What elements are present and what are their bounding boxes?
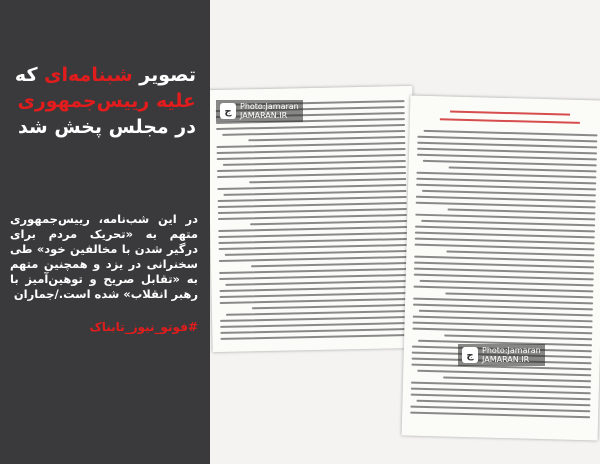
document-text-line bbox=[220, 322, 409, 328]
document-text-line bbox=[445, 292, 593, 298]
document-text-line bbox=[410, 406, 590, 413]
document-text-line bbox=[413, 298, 593, 305]
document-text-line bbox=[417, 370, 591, 377]
body-text: در این شب‌نامه، رییس‌جمهوری متهم به «تحریک مردم برای درگیر شدن با مخالفین خود» طی سخنرانی در یزد و همچنین متهم به «تقابل صریح و توهین‌آمیز با رهبر انقلاب» شده است./جماران bbox=[10, 212, 198, 301]
document-text-line bbox=[217, 184, 406, 190]
document-text-line bbox=[417, 136, 597, 143]
headline-part-2: که bbox=[14, 64, 45, 86]
document-text-line bbox=[249, 178, 406, 183]
document-text-line bbox=[410, 412, 590, 419]
document-text-line bbox=[419, 310, 593, 317]
watermark-line-1: Photo:Jamaran bbox=[240, 102, 299, 111]
document-text-line bbox=[416, 178, 596, 185]
document-text-line bbox=[220, 316, 409, 322]
headline bbox=[12, 62, 196, 140]
document-text-line bbox=[415, 244, 595, 251]
document-text-line bbox=[220, 298, 409, 304]
document-text-line bbox=[218, 202, 407, 208]
document-text-line bbox=[422, 190, 596, 197]
watermark bbox=[458, 344, 545, 366]
document-text-line bbox=[413, 316, 593, 323]
document-text-line bbox=[219, 286, 408, 292]
document-text-line bbox=[417, 154, 597, 161]
document-text-line bbox=[412, 328, 592, 335]
document-text-line bbox=[417, 142, 597, 149]
document-text-line bbox=[218, 214, 407, 220]
document-page-left bbox=[210, 86, 418, 352]
document-text-line bbox=[415, 214, 595, 221]
text-panel bbox=[0, 0, 210, 464]
document-text-line bbox=[423, 160, 597, 167]
document-text-line bbox=[218, 232, 407, 238]
document-text-line bbox=[219, 268, 408, 274]
headline-highlight-1: شبنامه‌ای bbox=[44, 64, 133, 86]
document-text-lines bbox=[402, 129, 600, 422]
document-text-line bbox=[416, 172, 596, 179]
document-text-line bbox=[248, 136, 405, 141]
document-text-line bbox=[226, 310, 409, 316]
document-text-line bbox=[416, 400, 590, 407]
headline-highlight-2: علیه رییس‌جمهوری bbox=[17, 90, 196, 112]
document-text-line bbox=[413, 304, 593, 311]
document-text-line bbox=[414, 262, 594, 269]
document-text-line bbox=[218, 238, 407, 244]
watermark-line-2: JAMARAN.IR bbox=[240, 111, 288, 120]
document-text-line bbox=[220, 328, 409, 334]
document-text-line bbox=[216, 124, 405, 130]
hashtag[interactable]: #فوتو_نیوز_تابناک bbox=[89, 320, 198, 334]
document-text-line bbox=[219, 274, 408, 280]
document-text-line bbox=[414, 274, 594, 281]
document-text-line bbox=[414, 268, 594, 275]
document-text-line bbox=[220, 334, 409, 340]
headline-part-1: تصویر bbox=[132, 64, 196, 86]
document-text-line bbox=[415, 226, 595, 233]
document-text-line bbox=[444, 334, 592, 340]
document-subheader-line bbox=[440, 118, 580, 124]
document-text-line bbox=[416, 196, 596, 203]
document-text-line bbox=[416, 202, 596, 209]
document-page-right bbox=[402, 95, 600, 440]
document-text-line bbox=[218, 226, 407, 232]
document-text-line bbox=[413, 286, 593, 293]
jamaran-logo-icon: ج bbox=[220, 103, 236, 119]
document-header-line bbox=[450, 111, 570, 116]
document-text-line bbox=[421, 220, 595, 227]
document-text-line bbox=[424, 130, 598, 137]
document-text-line bbox=[217, 154, 406, 160]
document-text-line bbox=[219, 256, 408, 262]
document-text-line bbox=[225, 280, 408, 286]
document-photo bbox=[210, 0, 600, 464]
document-text-line bbox=[413, 322, 593, 329]
document-text-line bbox=[222, 130, 405, 136]
document-text-line bbox=[217, 148, 406, 154]
document-text-line bbox=[225, 250, 408, 256]
document-text-line bbox=[411, 382, 591, 389]
document-text-line bbox=[223, 190, 406, 196]
document-text-line bbox=[218, 196, 407, 202]
document-text-line bbox=[416, 184, 596, 191]
document-text-line bbox=[417, 148, 597, 155]
document-text-line bbox=[223, 160, 406, 166]
document-text-line bbox=[420, 280, 594, 287]
document-text-lines bbox=[210, 100, 418, 344]
watermark-line-1: Photo:Jamaran bbox=[482, 346, 541, 355]
document-text-line bbox=[217, 172, 406, 178]
headline-part-3: در مجلس پخش شد bbox=[18, 116, 196, 138]
document-text-line bbox=[217, 166, 406, 172]
document-text-line bbox=[411, 394, 591, 401]
document-text-line bbox=[447, 209, 595, 215]
document-text-line bbox=[449, 167, 597, 173]
document-text-line bbox=[250, 220, 407, 225]
document-text-line bbox=[411, 388, 591, 395]
document-text-line bbox=[218, 208, 407, 214]
document-text-line bbox=[216, 142, 405, 148]
document-text-line bbox=[443, 376, 591, 382]
document-text-line bbox=[415, 232, 595, 239]
document-text-line bbox=[414, 256, 594, 263]
document-text-line bbox=[220, 292, 409, 298]
watermark bbox=[216, 100, 303, 122]
document-text-line bbox=[252, 304, 409, 309]
document-text-line bbox=[251, 262, 408, 267]
watermark-line-2: JAMARAN.IR bbox=[482, 355, 530, 364]
jamaran-logo-icon: ج bbox=[462, 347, 478, 363]
document-text-line bbox=[219, 244, 408, 250]
document-text-line bbox=[415, 238, 595, 245]
document-text-line bbox=[446, 250, 594, 256]
